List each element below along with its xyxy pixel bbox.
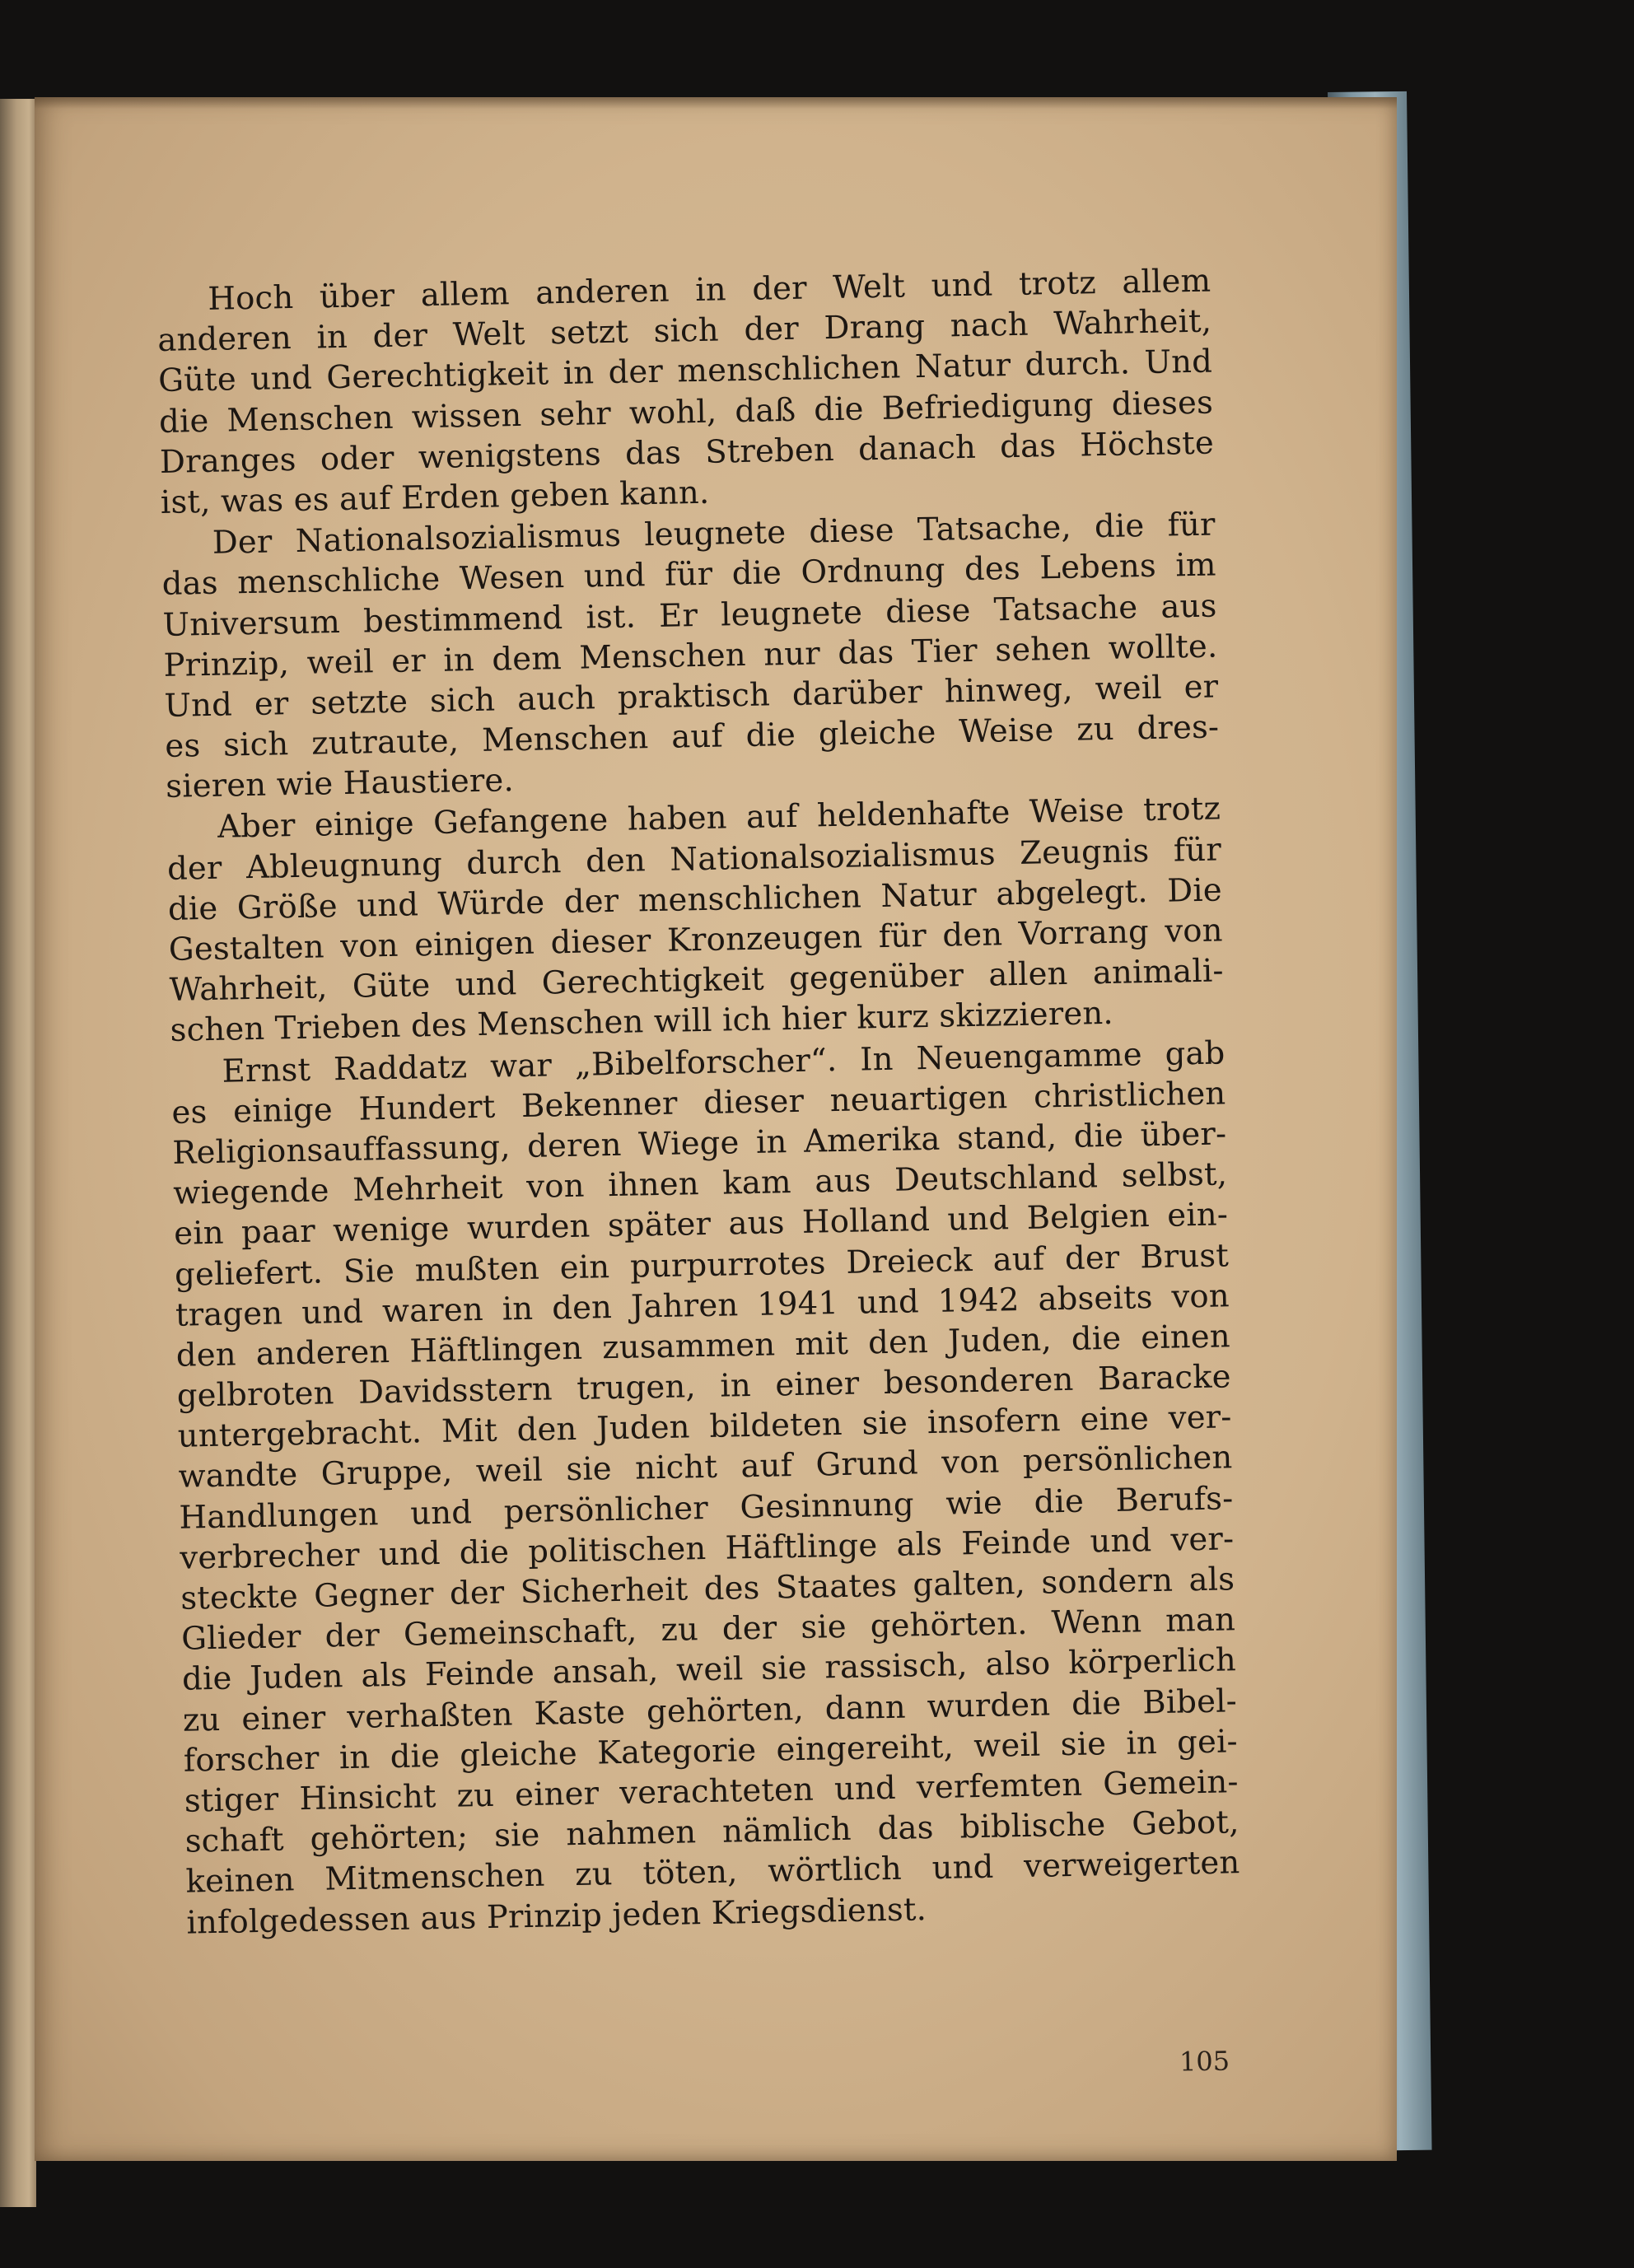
text-line: steckte Gegner der Sicherheit des Staates galten, sondern als: [180, 1561, 1235, 1617]
text-line: forscher in die gleiche Kategorie eingereiht, weil sie in gei-: [183, 1722, 1239, 1780]
paragraph: [156, 261, 1215, 524]
text-line: schaft gehörten; sie nahmen nämlich das biblische Gebot,: [184, 1804, 1240, 1860]
text-line: sieren wie Haustiere.: [165, 762, 515, 806]
text-line: ein paar wenige wurden später aus Holland und Belgien ein-: [173, 1196, 1229, 1253]
text-line: Dranges oder wenigstens das Streben danach das Höchste: [159, 424, 1215, 481]
text-line: Ernst Raddatz war „Bibelforscher“. In Neuengamme gab: [222, 1034, 1226, 1090]
text-line: gelbroten Davidsstern trugen, in einer besonderen Baracke: [176, 1358, 1232, 1415]
text-line: Der Nationalsozialismus leugnete diese Tatsache, die für: [212, 506, 1216, 562]
paragraph: [161, 505, 1220, 808]
text-line: geliefert. Sie mußten ein purpurrotes Dreieck auf der Brust: [174, 1236, 1230, 1294]
text-line: Handlungen und persönlicher Gesinnung wie die Berufs-: [179, 1479, 1234, 1537]
text-line: verbrecher und die politischen Häftlinge als Feinde und ver-: [180, 1520, 1235, 1577]
text-line: die Juden als Feinde ansah, weil sie rassisch, also körperlich: [181, 1641, 1237, 1699]
text-line: anderen in der Welt setzt sich der Drang nach Wahrheit,: [156, 302, 1212, 360]
text-line: wandte Gruppe, weil sie nicht auf Grund von persönlichen: [178, 1439, 1233, 1496]
text-line: Und er setzte sich auch praktisch darüber hinweg, weil er: [164, 668, 1219, 725]
text-line: zu einer verhaßten Kaste gehörten, dann wurden die Bibel-: [182, 1682, 1238, 1739]
text-line: ist, was es auf Erden geben kann.: [160, 474, 710, 521]
text-line: die Größe und Würde der menschlichen Natur abgelegt. Die: [167, 871, 1223, 928]
text-line: der Ableugnung durch den Nationalsozialismus Zeugnis für: [166, 831, 1222, 888]
text-line: die Menschen wissen sehr wohl, daß die Befriedigung dieses: [158, 384, 1214, 441]
text-line: Universum bestimmend ist. Er leugnete diese Tatsache aus: [162, 586, 1217, 644]
text-line: schen Trieben des Menschen will ich hier kurz skizzieren.: [170, 995, 1114, 1050]
text-line: keinen Mitmenschen zu töten, wörtlich und verweigerten: [185, 1844, 1240, 1901]
text-line: den anderen Häftlingen zusammen mit den Juden, die einen: [175, 1318, 1231, 1374]
text-line: es sich zutraute, Menschen auf die gleiche Weise zu dres-: [164, 708, 1220, 765]
page-number: 105: [1179, 2045, 1230, 2078]
text-line: Aber einige Gefangene haben auf heldenhafte Weise trotz: [217, 790, 1221, 847]
body-text: [156, 261, 1241, 1944]
previous-page-edge: [0, 99, 36, 2207]
text-line: Prinzip, weil er in dem Menschen nur das Tier sehen wollte.: [163, 628, 1218, 684]
text-line: es einige Hundert Bekenner dieser neuartigen christlichen: [171, 1075, 1226, 1132]
text-line: stiger Hinsicht zu einer verachteten und verfemten Gemein-: [184, 1763, 1240, 1820]
text-line: infolgedessen aus Prinzip jeden Kriegsdienst.: [186, 1890, 927, 1942]
text-line: Wahrheit, Güte und Gerechtigkeit gegenüber allen animali-: [169, 952, 1225, 1010]
text-line: untergebracht. Mit den Juden bildeten sie insofern eine ver-: [177, 1398, 1232, 1456]
paragraph: [170, 1033, 1241, 1943]
book-page: [35, 97, 1397, 2161]
text-line: wiegende Mehrheit von ihnen kam aus Deutschland selbst,: [172, 1155, 1228, 1212]
text-line: tragen und waren in den Jahren 1941 und 1942 abseits von: [175, 1277, 1230, 1334]
text-line: Glieder der Gemeinschaft, zu der sie gehörten. Wenn man: [180, 1601, 1236, 1658]
text-line: das menschliche Wesen und für die Ordnung des Lebens im: [161, 546, 1216, 604]
text-line: Güte und Gerechtigkeit in der menschlichen Natur durch. Und: [157, 343, 1213, 400]
text-line: Hoch über allem anderen in der Welt und trotz allem: [208, 262, 1211, 318]
text-line: Gestalten von einigen dieser Kronzeugen für den Vorrang von: [168, 912, 1224, 968]
text-line: Religionsauffassung, deren Wiege in Amerika stand, die über-: [172, 1115, 1227, 1172]
paragraph: [166, 789, 1225, 1052]
